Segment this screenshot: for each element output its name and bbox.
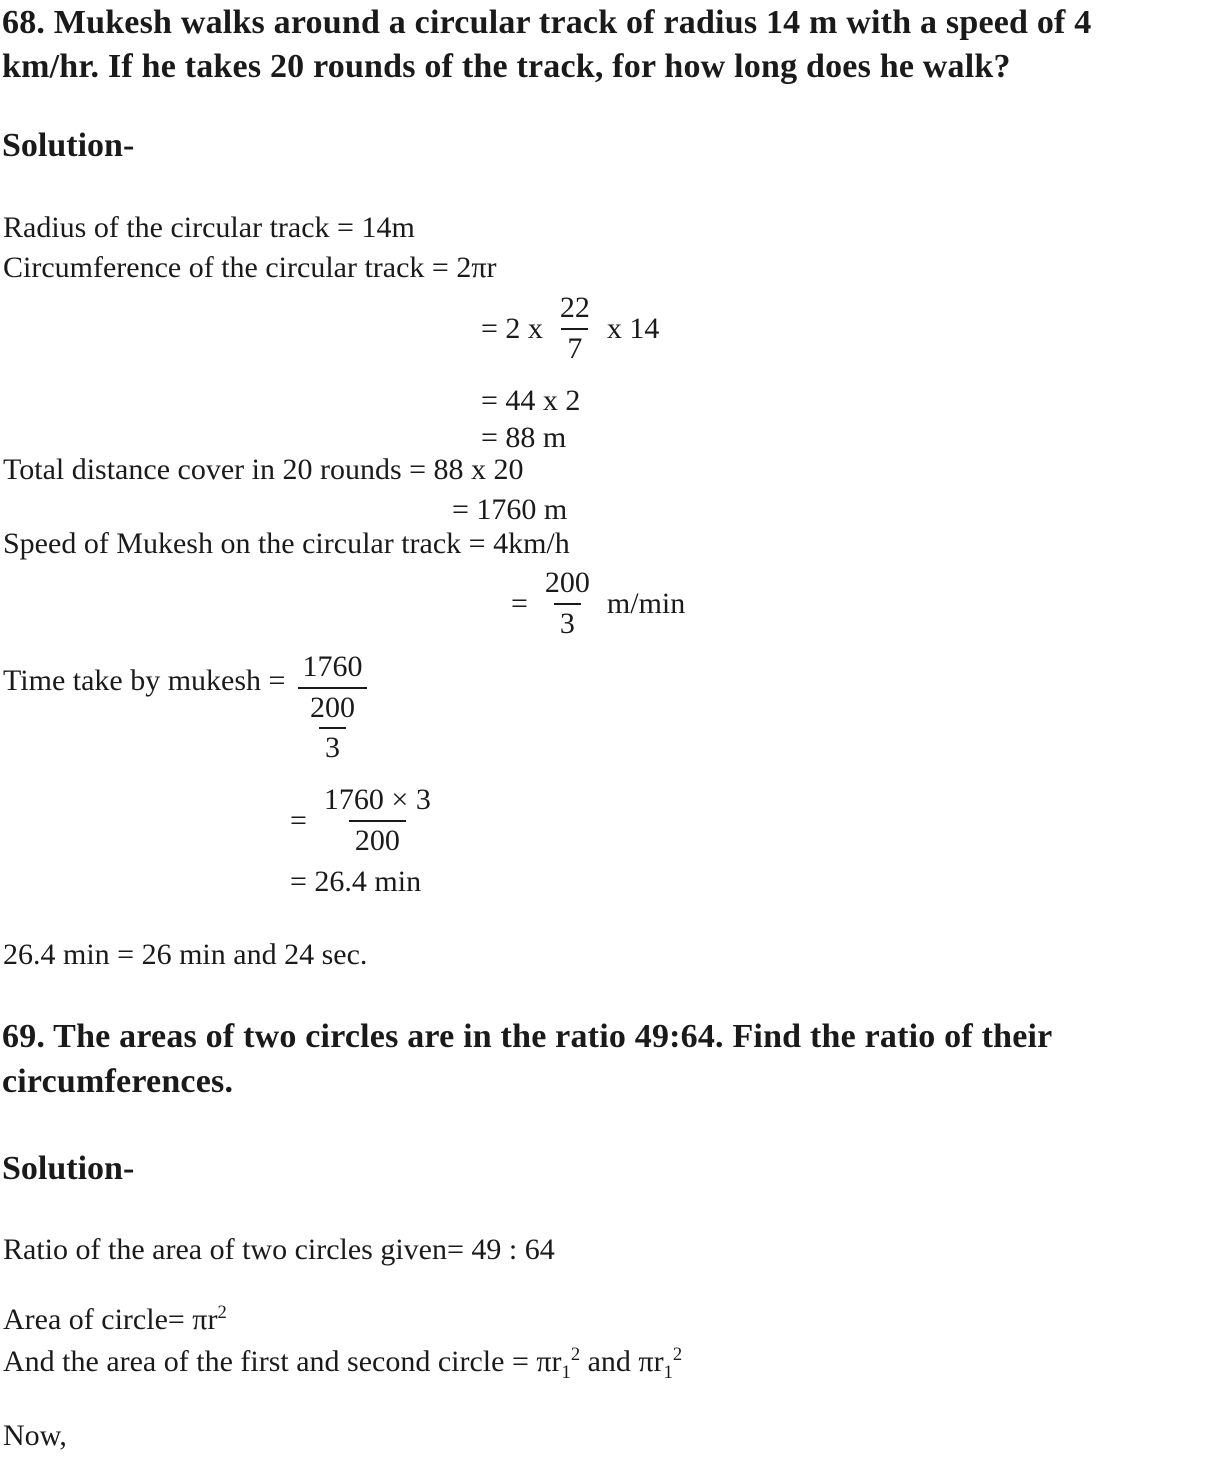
- equation-prefix: =: [511, 586, 528, 620]
- fraction-numerator: 1760 × 3: [323, 783, 431, 816]
- speed-calc-equation: [511, 566, 685, 641]
- circumference-calc-equation: [481, 291, 659, 366]
- equation-1760m: = 1760 m: [452, 493, 568, 526]
- time-taken-label: Time take by mukesh =: [3, 664, 286, 697]
- fraction-1760x3-200: [318, 783, 437, 858]
- question-68-line-1: 68. Mukesh walks around a circular track of radius 14 m with a speed of 4: [2, 4, 1092, 41]
- circumference-line: Circumference of the circular track = 2πr: [3, 251, 497, 284]
- superscript-2: 2: [672, 1344, 683, 1365]
- solution-69-label: Solution-: [2, 1150, 135, 1187]
- total-distance-line: Total distance cover in 20 rounds = 88 x 20: [3, 453, 524, 486]
- fraction-denominator: 3: [319, 727, 346, 766]
- subscript-1: 1: [561, 1362, 571, 1383]
- fraction-numerator: 22: [559, 291, 590, 324]
- subscript-1: 1: [663, 1362, 673, 1383]
- line-middle: and πr: [580, 1345, 664, 1378]
- fraction-22-7: [554, 291, 596, 366]
- fraction-denominator: 3: [554, 603, 581, 642]
- fraction-numerator: 200: [309, 690, 355, 724]
- equation-88m: = 88 m: [481, 421, 567, 454]
- equation-prefix: = 2 x: [481, 311, 543, 345]
- area-ratio-line: Ratio of the area of two circles given= 49 : 64: [3, 1233, 555, 1266]
- solution-68-label: Solution-: [2, 127, 135, 164]
- fraction-denominator: [298, 687, 367, 766]
- fraction-numerator: 1760: [302, 650, 363, 683]
- equation-suffix: x 14: [606, 311, 660, 345]
- radius-line: Radius of the circular track = 14m: [3, 211, 415, 244]
- fraction-denominator: 200: [349, 820, 406, 859]
- equation-result-min: = 26.4 min: [290, 865, 422, 898]
- question-69-heading: [2, 1014, 1052, 1104]
- complex-fraction-1760-over-200-3: [296, 650, 368, 766]
- superscript-2: 2: [570, 1344, 581, 1365]
- equation-suffix: m/min: [606, 586, 686, 620]
- inner-fraction-200-3: [304, 691, 361, 766]
- now-line: Now,: [3, 1419, 67, 1452]
- superscript-2: 2: [217, 1302, 227, 1323]
- equation-44x2: = 44 x 2: [481, 384, 581, 417]
- time-taken-equation: [3, 650, 368, 766]
- fraction-numerator: 200: [544, 566, 590, 599]
- equation-prefix: =: [290, 803, 307, 837]
- question-69-line-1: 69. The areas of two circles are in the ratio 49:64. Find the ratio of their: [2, 1018, 1053, 1055]
- question-68-line-2: km/hr. If he takes 20 rounds of the track, for how long does he walk?: [2, 48, 1011, 85]
- line-prefix: And the area of the first and second circle = πr: [3, 1345, 562, 1378]
- minutes-seconds-conversion-line: 26.4 min = 26 min and 24 sec.: [3, 938, 368, 971]
- fraction-denominator: 7: [561, 328, 588, 367]
- question-68-heading: [2, 1, 1091, 89]
- area-formula-text: Area of circle= πr: [3, 1303, 218, 1336]
- area-formula-line: [3, 1303, 227, 1338]
- question-69-line-2: circumferences.: [2, 1063, 234, 1100]
- speed-line: Speed of Mukesh on the circular track = 4km/h: [3, 527, 570, 560]
- first-second-circle-line: [3, 1344, 683, 1383]
- fraction-200-3: [539, 566, 596, 641]
- time-simplified-equation: [290, 783, 437, 858]
